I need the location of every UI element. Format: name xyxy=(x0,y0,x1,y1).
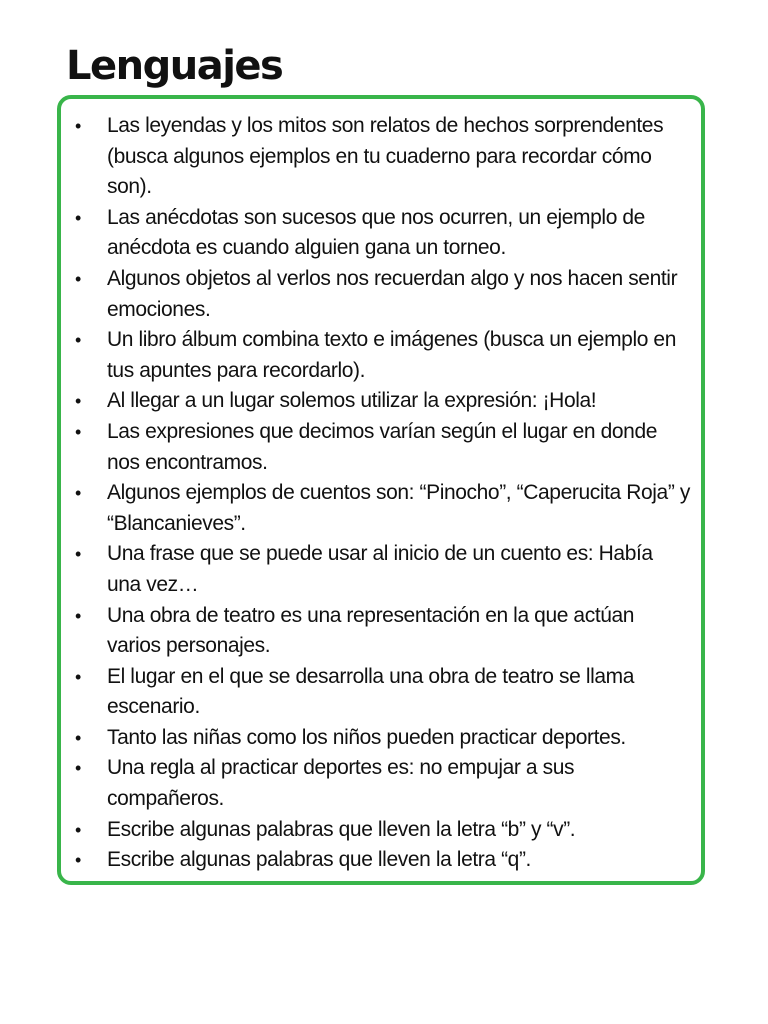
list-item xyxy=(73,845,691,876)
list-item xyxy=(73,386,691,417)
list-item-text: Escribe algunas palabras que lleven la letra “q”. xyxy=(107,848,531,872)
list-item xyxy=(73,662,691,723)
list-item-text: Al llegar a un lugar solemos utilizar la expresión: ¡Hola! xyxy=(107,389,597,413)
list-item xyxy=(73,815,691,846)
list-item xyxy=(73,111,691,203)
list-item xyxy=(73,723,691,754)
bullet-icon: • xyxy=(75,207,81,228)
bullet-icon: • xyxy=(75,421,81,442)
list-item xyxy=(73,417,691,478)
bullet-icon: • xyxy=(75,116,81,136)
list-item-text: El lugar en el que se desarrolla una obra de teatro se llama escenario. xyxy=(107,664,635,719)
content-box xyxy=(57,95,705,885)
list-item-text: Una frase que se puede usar al inicio de un cuento es: Había una vez… xyxy=(107,542,653,596)
bullet-list xyxy=(73,111,691,876)
list-item-text: Las anécdotas son sucesos que nos ocurren, un ejemplo de anécdota es cuando alguien gana un torneo. xyxy=(107,205,645,260)
page-title: Lenguajes xyxy=(66,43,283,89)
list-item xyxy=(73,203,691,264)
bullet-icon: • xyxy=(75,330,81,351)
list-item-text: Las leyendas y los mitos son relatos de hechos sorprendentes (busca algunos ejemplos en tu cuaderno para recordar cómo son). xyxy=(107,114,664,199)
bullet-icon: • xyxy=(75,391,81,412)
list-item-text: Una obra de teatro es una representación en la que actúan varios personajes. xyxy=(107,603,635,658)
list-item-text: Un libro álbum combina texto e imágenes (busca un ejemplo en tus apuntes para recordarlo). xyxy=(107,328,676,382)
bullet-icon: • xyxy=(75,544,81,565)
list-item-text: Algunos ejemplos de cuentos son: “Pinocho”, “Caperucita Roja” y “Blancanieves”. xyxy=(107,481,690,535)
list-item-text: Las expresiones que decimos varían según el lugar en donde nos encontramos. xyxy=(107,419,658,474)
bullet-icon: • xyxy=(75,666,81,687)
bullet-icon: • xyxy=(75,819,81,840)
list-item xyxy=(73,601,691,662)
bullet-icon: • xyxy=(75,268,81,289)
list-item-text: Algunos objetos al verlos nos recuerdan algo y nos hacen sentir emociones. xyxy=(107,266,678,321)
bullet-icon: • xyxy=(75,727,81,748)
list-item xyxy=(73,264,691,325)
bullet-icon: • xyxy=(75,605,81,626)
list-item xyxy=(73,753,691,814)
bullet-icon: • xyxy=(75,850,81,871)
bullet-icon: • xyxy=(75,483,81,504)
list-item-text: Escribe algunas palabras que lleven la letra “b” y “v”. xyxy=(107,817,576,841)
list-item xyxy=(73,478,691,539)
bullet-icon: • xyxy=(75,758,81,779)
list-item-text: Una regla al practicar deportes es: no empujar a sus compañeros. xyxy=(107,756,575,811)
list-item xyxy=(73,325,691,386)
list-item-text: Tanto las niñas como los niños pueden practicar deportes. xyxy=(107,725,626,749)
list-item xyxy=(73,539,691,600)
